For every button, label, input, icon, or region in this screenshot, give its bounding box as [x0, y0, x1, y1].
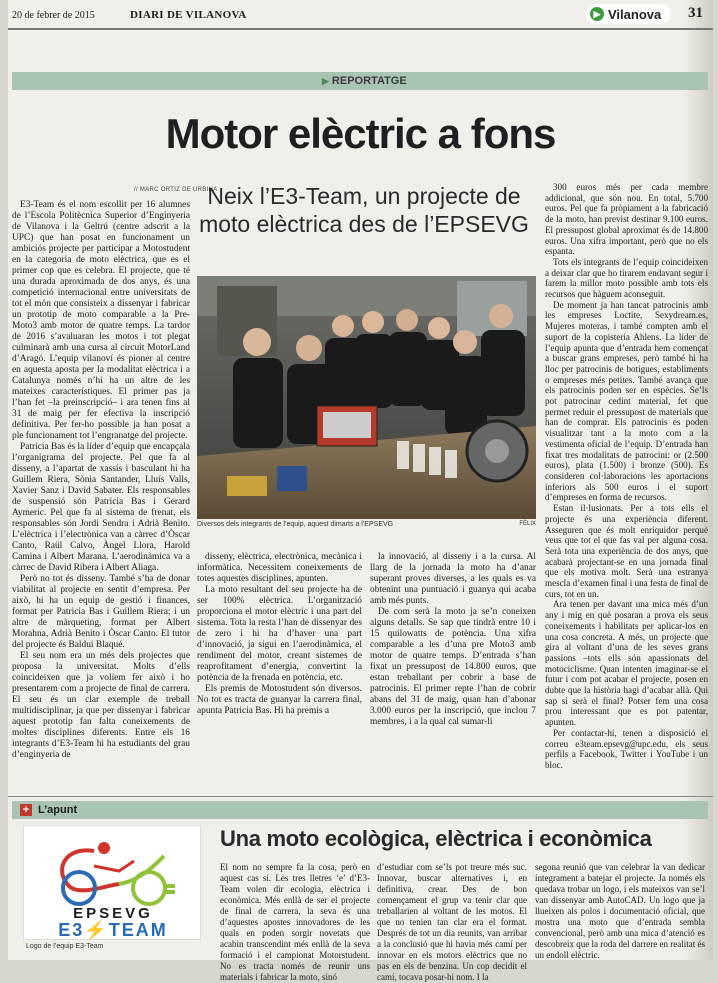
paragraph: La moto resultant del seu projecte ha de ser 100% elèctrica. L’organització proporciona el motor elèctric i una part del sistema. Tota la resta l’han de dissenyar des de zero i hi ha d’haver una part d’innovació, ja sigui en l’aerodinàmica, el rendiment del motor, creant sistemes de reaprofitament d’energia, convertint la potència de la frenada en potència, etc.: [197, 585, 362, 683]
apunt-title: Una moto ecològica, elèctrica i econòmica: [220, 826, 652, 851]
section-arrow-icon: ▶: [590, 7, 604, 21]
paragraph: Per contactar-hi, tenen a disposició el correu e3team.epsevg@upc.edu, els seus perfils a Facebook, Twitter i YouTube i un bloc.: [545, 727, 708, 770]
apunt-column-2: d’estudiar com se’ls pot treure més suc. Innovar, buscar alternatives i, en definitiva, crear. Des de bon començament el grup va tenir clar que treballarien al voltant de les motos. El que no tenien tan clar era el format. Després de tot un dia reunits, van arribar a la conclusió que hi havia més camí per innovar en els motors elèctrics que no pas en els de benzina. Un cop decidit el camí, tocava posar-hi nom. I la: [377, 862, 527, 982]
paragraph: disseny, elèctrica, electrònica, mecànica i informàtica. Necessitem coneixements de totes aquestes disciplines, apunten.: [197, 552, 362, 584]
paragraph: Però no tot és disseny. També s’ha de donar viabilitat al projecte en sentit d’empresa. Per això, hi ha un equip de gestió i finances, format per Patricia Bas i Guillem Riera; i un altre de màrqueting, format per Albert Morahna, Adrià Benito i Òscar Canto. El tutor del projecte és Baldui Blaqué.: [12, 574, 190, 650]
paragraph: Tots els integrants de l’equip coincideixen a deixar clar que ho tirarem endavant segur i farem la millor moto possible amb tots els recursos que hàguem aconseguit.: [545, 256, 708, 300]
newspaper-page: [8, 0, 713, 982]
section-label: Vilanova: [608, 6, 662, 22]
issue-date: 20 de febrer de 2015: [12, 10, 95, 21]
paragraph: De com serà la moto ja se’n coneixen alguns detalls. Se sap que tindrà entre 10 i 15 quilowatts de potència. Una xifra comparable a les d’una pre Moto3 amb motor de quatre temps. D’entrada s’han fixat un pressupost de 14.800 euros, que estan treballant per cobrir a base de patrocinis. El primer repte l’han de cobrir abans del 31 de maig, quan han d’abonar 3.000 euros per la inscripció, que inclou 7 membres, i a la qual cal sumar-li: [370, 607, 536, 727]
subheadline: Neix l’E3-Team, un projecte de moto elèctrica des de l’EPSEVG: [199, 183, 529, 237]
paragraph: 300 euros més per cada membre addicional, que són nou. En total, 5.700 euros. Pel que fa pròpiament a la fabricació de la moto, han previst destinar 9.100 euros. El pressupost global aproximat és de 14.800 euros. Una xifra important, però que no els espanta.: [545, 182, 708, 257]
logo-wordmark-bottom: E3⚡TEAM: [58, 920, 168, 940]
apunt-label: [20, 802, 77, 818]
kicker: [322, 73, 407, 89]
page-header: [8, 0, 713, 28]
paragraph: la innovació, al disseny i a la cursa. Al llarg de la jornada la moto ha d’anar superant proves diverses, a les quals es va obtenint una puntuació i guanya qui acaba amb més punts.: [370, 552, 536, 606]
photo-caption: [197, 521, 536, 528]
paragraph: Estan il·lusionats. Per a tots ells el projecte és una experiència diferent. Asseguren que és molt enriquidor perquè veus que tot el que fas val per alguna cosa. Serà tota una experiència de dos anys, que acabarà projectant-se en una jornada final que els motiva molt. Serà una estranya mescla d’examen final i una festa de final de curs, tot en un.: [545, 503, 708, 599]
logo-wordmark-top: EPSEVG: [73, 905, 153, 922]
paragraph: El seu nom era un més dels projectes que proposa la universitat. Molts d’ells coincideixen que ja volíem fer això i ho presentarem com a projecte de final de carrera. El seu és un clar exemple de treball multidisciplinar, ja que per dissenyar i fabricar aquest prototip fan falta coneixements de moltes disciplines diferents. Entre els 16 integrants d’E3-Team hi ha estudiants del grau d’enginyeria de: [12, 651, 190, 760]
team-logo: [23, 825, 201, 940]
apunt-label-text: L’apunt: [38, 804, 78, 816]
paragraph: Els premis de Motostudent són diversos. No tot es tracta de guanyar la carrera final, apunta Patricia Bas. Hi ha premis a: [197, 684, 362, 716]
newspaper-name: DIARI DE VILANOVA: [130, 9, 247, 21]
plus-icon: +: [20, 804, 32, 816]
photo-caption-text: Diversos dels integrants de l’equip, aquest dimarts a l’EPSEVG: [197, 521, 394, 528]
paragraph: E3-Team és el nom escollit per 16 alumnes de l’Escola Politècnica Superior d’Enginyeria de Vilanova i la Geltrú (centre adscrit a la UPC) que han posat en funcionament un ambiciós projecte per participar a Motostudent en la categoria de moto elèctrica, que es el primer cop que es celebra. El projecte, que té una durada aproximada de dos anys, és una competició internacional entre universitats de tot el món que consisteix a dissenyar i fabricar un prototip de moto comparable a la Pre-Moto3 amb motor de quatre temps. La tardor de 2016 s’avaluaran les motos i tot plegat culminarà amb una cursa al circuit MotorLand d’Aragó. L’equip vilanoví és pioner al centre en aquesta aposta per la modalitat elèctrica i a Catalunya només n’hi ha un altre de les mateixes característiques. El primer pas ja l’han fet –la preinscripció– i ara tenen fins al 31 de maig per fer efectiva la inscripció definitiva. Per fer-ho possible ja han posat a ple funcionament tot l’engranatge del projecte.: [12, 200, 190, 441]
photo-credit: FÈLIX: [519, 521, 536, 527]
section-tab: [586, 4, 671, 24]
article-column-2: [197, 552, 362, 717]
apunt-column-3: segona reunió que van celebrar la van dedicar íntegrament a batejar el projecte. Ja només els quedava trobar un logo, i els mateixos van se’l van dissenyar amb AutoCAD. Un logo que ja llueixen als polos i documentació oficial, que mostra una moto que d’entrada sembla convencional, però amb una mica d’atenció es descobreix que la roda del darrere en realitat és un endoll elèctric.: [535, 862, 705, 960]
article-column-1: [12, 200, 190, 761]
apunt-band: [12, 801, 708, 819]
kicker-triangle-icon: ▶: [322, 75, 329, 86]
header-rule: [8, 28, 713, 30]
byline: // MARC ORTIZ DE URBINA: [134, 187, 218, 193]
logo-caption: Logo de l’equip E3-Team: [26, 943, 104, 950]
team-photo: [197, 276, 536, 519]
team-photo-illustration: [197, 276, 536, 519]
apunt-rule: [8, 796, 713, 797]
article-column-3: [370, 552, 536, 728]
paragraph: Patricia Bas és la líder d’equip que encapçala l’organigrama del projecte. Pel que fa al disseny, a l’apartat de xassís i basculant hi ha Guillem Riera, Sònia Santander, Lluís Valls, Xavier Sanz i David Sabater. Els responsables de suspensió són Patricia Bas i Gerard Aymeric. Pel que fa al sistema de frenat, els responsables són Jordi Sendra i Adrià Benito. L’elèctrica i l’electrònica van a càrrec d’Òscar Canto, Raül Calvo, Àngel Llora, Harold Camina i Albert Marana. L’aerodinàmica va a càrrec de David Ribera i Albert Aliaga.: [12, 442, 190, 573]
kicker-label: REPORTATGE: [331, 75, 407, 87]
article-column-4: [545, 182, 708, 771]
apunt-column-1: El nom no sempre fa la cosa, però en aquest cas sí. Les tres lletres ‘e’ d’E3-Team volen dir ecologia, elèctrica i econòmica. Més enllà de ser el projecte de final de carrera, la seva és una d’aquestes apostes innovadores de les quals en poden sorgir novetats que acabin transcendint més enllà de la seva formació i el campionat Motorstudent. No es tracta només de reunir uns materials i fabricar la moto, sinó: [220, 862, 370, 982]
paragraph: Ara tenen per davant una mica més d’un any i mig en què posaran a prova els seus coneixements i habilitats per aplicar-los en una cosa concreta. A més, un projecte que gira al voltant d’una de les seves grans passions –tots ells són apassionats del motociclisme. Quan intenten imaginar-se el futur i com pot acabar el projecte, posen en dubte que la història hagi d’acabar allà. Qui sap si serà el final? Potser fem una cosa prou interessant que es pot patentar, apunten.: [545, 599, 708, 728]
paragraph: De moment ja han tancat patrocinis amb les empreses Loctite, Sexydream.es, Mujeres moteras, i també compten amb el suport de la copisteria Ahlens. La líder de l’equip apunta que d’entrada hem començat a buscar grans empreses, però també hi ha lloc per patrocinis de botigues, establiments o empreses més petites. També avança que els patrocinis poden ser en espècies. Se’ls pot patrocinar cedint material, fet que permet reduir el pressupost de materials que han de comprar. Els patrocinis es poden visualitzar tant a la moto com a la vestimenta oficial de l’equip. D’entrada han fixat tres modalitats de patrocini: or (2.500 euros), plata (1.500) i bronze (500). Es consideren col·laboracions les aportacions inferiors als 500 euros i el suport d’empreses en forma de recursos.: [545, 299, 708, 503]
page-number: 31: [688, 5, 703, 21]
headline: Motor elèctric a fons: [165, 110, 556, 157]
